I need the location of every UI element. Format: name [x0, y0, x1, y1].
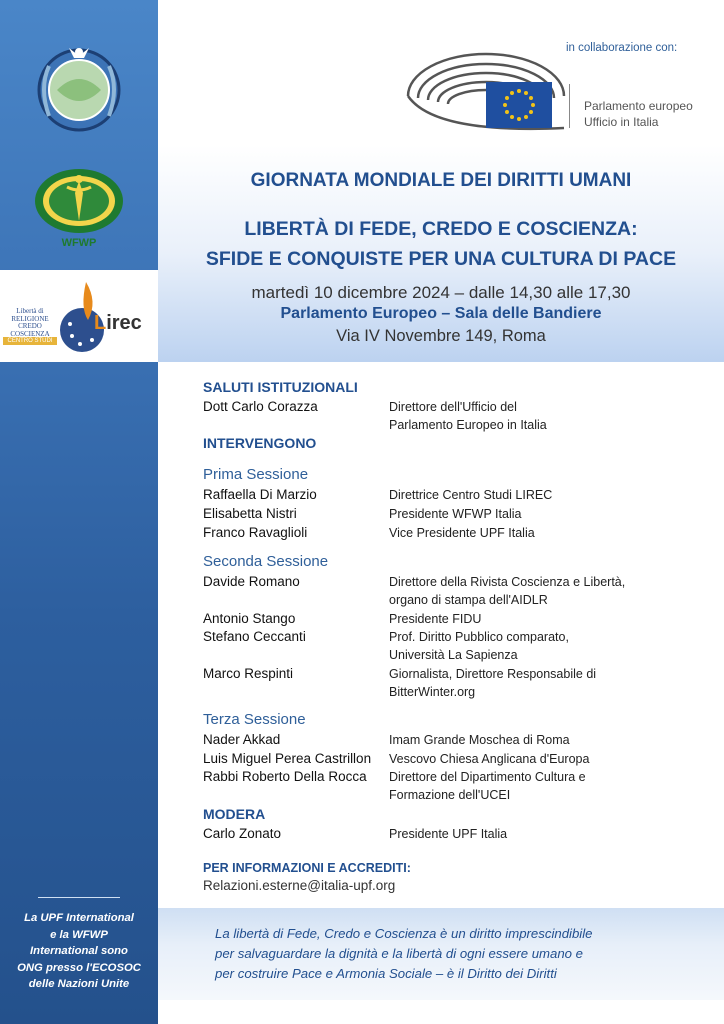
event-title: GIORNATA MONDIALE DEI DIRITTI UMANI: [250, 170, 632, 191]
note-line: ONG presso l'ECOSOC: [17, 961, 141, 974]
contact-email[interactable]: Relazioni.esterne@italia-upf.org: [203, 878, 396, 893]
speaker-name: Davide Romano: [203, 574, 300, 589]
speaker-name: Antonio Stango: [203, 611, 296, 626]
session-1-title: Prima Sessione: [203, 466, 309, 483]
speaker-name: Marco Respinti: [203, 666, 294, 681]
speaker-name: Franco Ravaglioli: [203, 525, 308, 540]
info-heading: PER INFORMAZIONI E ACCREDITI:: [203, 861, 411, 875]
lirec-centro-studi: CENTRO STUDI: [3, 337, 57, 345]
lirec-wordmark-l: L: [94, 312, 107, 334]
speaker-name: Stefano Ceccanti: [203, 629, 306, 644]
session-2-title: Seconda Sessione: [203, 553, 329, 570]
speaker-name: Rabbi Roberto Della Rocca: [203, 769, 367, 784]
ep-name-line2: Ufficio in Italia: [584, 115, 659, 129]
closing-quote: [215, 924, 695, 984]
note-line: delle Nazioni Unite: [28, 978, 130, 990]
upf-logo: [0, 38, 158, 138]
speaker-role: BitterWinter.org: [389, 685, 476, 699]
note-line: International sono: [30, 945, 128, 957]
event-address: Via IV Novembre 149, Roma: [336, 327, 546, 345]
section-modera: MODERA: [203, 806, 266, 822]
sidebar-note: [6, 910, 152, 993]
section-saluti: SALUTI ISTITUZIONALI: [203, 379, 358, 395]
sidebar: [0, 0, 158, 1024]
event-subtitle-line1: LIBERTÀ DI FEDE, CREDO E COSCIENZA:: [244, 218, 638, 240]
speaker-name: Nader Akkad: [203, 732, 281, 747]
collaboration-label: in collaborazione con:: [566, 42, 678, 54]
speaker-role: Presidente UPF Italia: [389, 827, 508, 841]
speaker-role: Parlamento Europeo in Italia: [389, 418, 547, 432]
speaker-role: Università La Sapienza: [389, 648, 518, 662]
lirec-wordmark-rest: irec: [106, 312, 142, 334]
speaker-role: Vice Presidente UPF Italia: [389, 526, 535, 540]
speaker-role: Direttore del Dipartimento Cultura e: [389, 770, 586, 784]
quote-line: La libertà di Fede, Credo e Coscienza è un diritto imprescindibile: [215, 926, 593, 941]
wfwp-logo: [0, 165, 158, 249]
ep-office-name: [584, 98, 693, 130]
speaker-role: Prof. Diritto Pubblico comparato,: [389, 630, 569, 644]
event-subtitle-line2: SFIDE E CONQUISTE PER UNA CULTURA DI PACE: [205, 248, 677, 270]
lirec-line: Libertà di: [16, 307, 44, 315]
speaker-role: Direttore dell'Ufficio del: [389, 400, 517, 414]
lirec-line: RELIGIONE: [11, 314, 49, 323]
note-line: La UPF International: [24, 912, 134, 924]
lirec-wordmark: [94, 312, 142, 335]
lirec-line: CREDO: [18, 322, 42, 330]
speaker-name: Carlo Zonato: [203, 826, 282, 841]
speaker-role: Vescovo Chiesa Anglicana d'Europa: [389, 752, 590, 766]
speaker-role: Imam Grande Moschea di Roma: [389, 733, 570, 747]
speaker-role: Formazione dell'UCEI: [389, 788, 511, 802]
speaker-role: Direttore della Rivista Coscienza e Libertà,: [389, 575, 626, 589]
speaker-name: Elisabetta Nistri: [203, 506, 297, 521]
wfwp-label: WFWP: [61, 237, 97, 249]
section-intervengono: INTERVENGONO: [203, 435, 317, 451]
event-venue: Parlamento Europeo – Sala delle Bandiere: [280, 305, 602, 322]
event-date: martedì 10 dicembre 2024 – dalle 14,30 alle 17,30: [251, 283, 631, 302]
speaker-name: Raffaella Di Marzio: [203, 487, 317, 502]
sidebar-divider: [38, 897, 120, 898]
speaker-name: Luis Miguel Perea Castrillon: [203, 751, 372, 766]
note-line: e la WFWP: [50, 928, 108, 941]
lirec-logo: [0, 270, 158, 362]
quote-line: per salvaguardare la dignità e la libertà di ogni essere umano e: [215, 946, 584, 961]
lirec-text: [4, 308, 56, 338]
ep-name-line1: Parlamento europeo: [584, 99, 693, 113]
speaker-role: Presidente WFWP Italia: [389, 507, 522, 521]
speaker-name: Dott Carlo Corazza: [203, 399, 318, 414]
lirec-line: COSCIENZA: [10, 329, 50, 338]
speaker-role: Presidente FIDU: [389, 612, 482, 626]
speaker-role: Direttrice Centro Studi LIREC: [389, 488, 553, 502]
speaker-role: Giornalista, Direttore Responsabile di: [389, 667, 597, 681]
session-3-title: Terza Sessione: [203, 711, 306, 728]
quote-line: per costruire Pace e Armonia Sociale – è il Diritto dei Diritti: [215, 966, 557, 981]
speaker-role: organo di stampa dell'AIDLR: [389, 593, 548, 607]
